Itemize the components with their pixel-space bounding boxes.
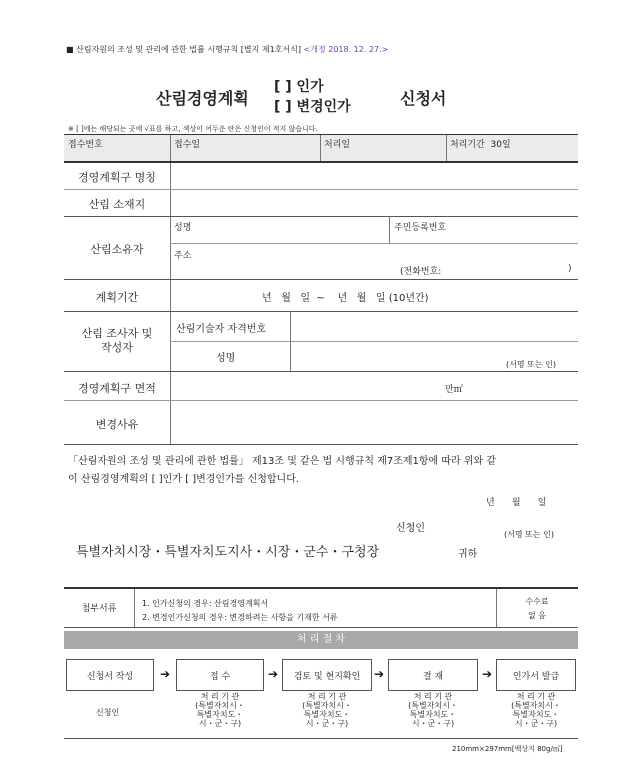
actor-dept-receipt: 처 리 기 관 (특별자치시・ 특별자치도・ 시・군・구): [195, 692, 245, 728]
receipt-date-label: 접수일: [174, 140, 201, 150]
actor-dept-issue: 처 리 기 관 (특별자치시・ 특별자치도・ 시・군・구): [511, 692, 561, 728]
fee-value: 없 음: [528, 611, 546, 620]
step-receipt: 접 수: [176, 659, 264, 691]
arrow-right-icon: ➔: [374, 667, 385, 681]
fee-label: 수수료: [525, 597, 549, 606]
applicant-label: 신청인: [396, 523, 425, 534]
area-label: 경영계획구 면적: [78, 382, 156, 395]
title-suffix: 신청서: [400, 89, 447, 108]
surveyor-name-label: 성명: [216, 353, 236, 364]
instruction-note: ※ [ ]에는 해당되는 곳에 √표를 하고, 색상이 어두운 란은 신청인이 적지 않습니다.: [68, 125, 318, 133]
recipient-suffix: 귀하: [458, 549, 478, 560]
owner-phone-close: ): [568, 264, 572, 274]
surveyor-license-label: 산림기술자 자격번호: [176, 324, 267, 335]
square-bullet-icon: ■: [66, 45, 74, 54]
owner-phone-label: (전화번호:: [400, 267, 442, 277]
statement-line2: 이 산림경영계획의 [ ]인가 [ ]변경인가를 신청합니다.: [68, 474, 300, 485]
recipient-title: 특별자치시장・특별자치도지사・시장・군수・구청장: [76, 545, 380, 560]
plan-name-input[interactable]: [172, 164, 576, 188]
owner-label: 산림소유자: [90, 243, 144, 256]
area-unit: 만㎡: [445, 385, 463, 395]
applicant-sign-label: (서명 또는 인): [504, 530, 554, 539]
plan-name-label: 경영계획구 명칭: [78, 171, 156, 184]
attachment-item-2: 2. 변경인가신청의 경우: 변경하려는 사항을 기재한 서류: [142, 613, 338, 622]
attachments-label: 첨부서류: [81, 604, 117, 614]
plan-period-value[interactable]: 년 월 일 ~ 년 월 일 (10년간): [262, 293, 429, 304]
arrow-right-icon: ➔: [482, 667, 493, 681]
step-write-application: 신청서 작성: [66, 659, 154, 691]
law-ref-text: 산림자원의 조성 및 관리에 관한 법률 시행규칙 [별지 제1호서식]: [76, 45, 301, 54]
owner-address-label: 주소: [174, 251, 192, 261]
surveyor-label: 산림 조사자 및 작성자: [81, 327, 153, 354]
change-reason-input[interactable]: [172, 402, 576, 442]
law-reference: [66, 44, 388, 55]
statement-line1: 「산림자원의 조성 및 관리에 관한 법률」 제13조 및 같은 법 시행규칙 제7조제1항에 따라 위와 같: [68, 456, 497, 467]
title-option-change-approval[interactable]: [ ] 변경인가: [274, 99, 351, 115]
actor-applicant: 신청인: [96, 708, 120, 717]
location-input[interactable]: [172, 191, 576, 215]
title-option-approval[interactable]: [ ] 인가: [274, 79, 324, 95]
process-date-label: 처리일: [324, 140, 351, 150]
application-date: 년 월 일: [486, 498, 547, 508]
revision-date: <개정 2018. 12. 27.>: [303, 45, 389, 54]
actor-dept-review: 처 리 기 관 (특별자치시・ 특별자치도・ 시・군・구): [302, 692, 352, 728]
step-issue-certificate: 인가서 발급: [496, 659, 576, 691]
change-reason-label: 변경사유: [95, 418, 139, 431]
step-review-inspection: 검토 및 현지확인: [282, 659, 372, 691]
owner-resident-no-label: 주민등록번호: [394, 223, 447, 233]
form-title: 산림경영계획: [156, 89, 249, 108]
procedure-title: 처 리 절 차: [64, 631, 578, 649]
location-label: 산림 소재지: [88, 198, 146, 211]
process-period-label: 처리기간 30일: [450, 140, 511, 150]
owner-name-label: 성명: [174, 223, 192, 233]
surveyor-sign-label: (서명 또는 인): [506, 360, 556, 369]
plan-period-label: 계획기간: [95, 291, 139, 304]
attachment-item-1: 1. 인가신청의 경우: 산림경영계획서: [142, 599, 269, 608]
arrow-right-icon: ➔: [268, 667, 279, 681]
arrow-right-icon: ➔: [160, 667, 171, 681]
receipt-number-label: 접수번호: [68, 140, 103, 150]
paper-spec: 210mm×297mm[백상지 80g/㎡]: [452, 745, 563, 753]
step-approval: 결 재: [388, 659, 478, 691]
actor-dept-approval: 처 리 기 관 (특별자치시・ 특별자치도・ 시・군・구): [408, 692, 458, 728]
